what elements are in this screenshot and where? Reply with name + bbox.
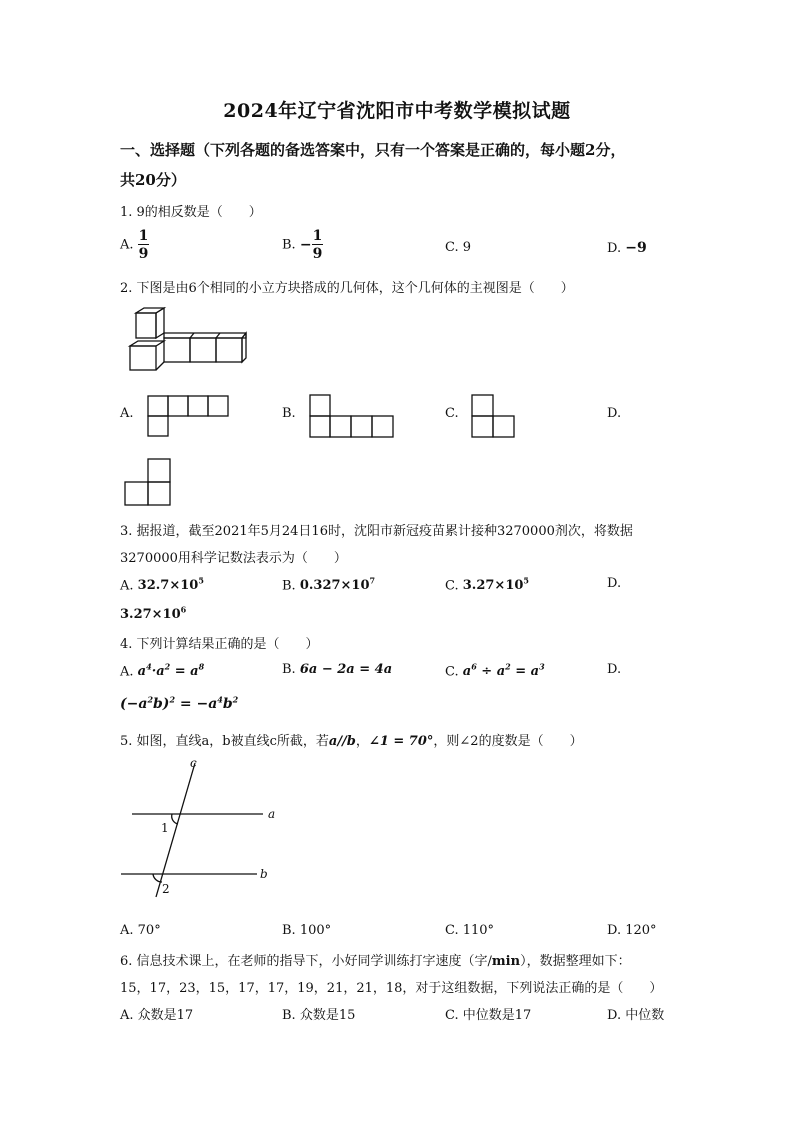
q5-label-c: c	[190, 756, 197, 770]
q5-label-b: b	[260, 867, 268, 881]
q3-d-label: D.	[607, 576, 622, 591]
q4-c-label: C.	[445, 664, 459, 680]
q2-option-d-view	[124, 458, 172, 506]
q2-a-label: A.	[120, 406, 134, 421]
q3-d-value: $3.27\times 10^6$	[120, 605, 187, 623]
q5-option-b: B. 100°	[282, 923, 332, 938]
q5-label-1: 1	[161, 821, 169, 835]
q2-c-label: C.	[445, 406, 459, 421]
section-header-line1: 一、选择题（下列各题的备选答案中，只有一个答案是正确的，每小题2分，	[120, 141, 626, 159]
q1-d-value: −9	[625, 240, 647, 256]
q2-option-b-view	[309, 394, 395, 438]
q5-condition-angle: ∠1 = 70°	[368, 734, 434, 749]
q4-a-expr: $a^4\cdot a^2 = a^8$	[137, 662, 205, 680]
q4-d-label: D.	[607, 662, 622, 677]
q2-solid-figure	[128, 308, 253, 372]
q6-unit: min	[491, 954, 521, 969]
q6-option-c: C. 中位数是17	[445, 1008, 532, 1023]
q4-d-expr: $(-a^2b)^2 = -a^4b^2$	[120, 694, 239, 712]
q4-option-c	[445, 662, 545, 679]
q6-stem-line1: 6. 信息技术课上，在老师的指导下，小好同学训练打字速度（字/min），数据整理如下：	[120, 954, 631, 969]
q6-stem-line2: 15，17，23，15，17，17，19，21，21，18，对于这组数据，下列说法正确的是（ ）	[120, 981, 663, 996]
q1-a-fraction: $\frac{1}{9}$	[138, 228, 149, 262]
q2-b-label: B.	[282, 406, 296, 421]
q1-d-label: D.	[607, 241, 622, 256]
q4-b-label: B.	[282, 662, 296, 677]
q4-option-b	[282, 662, 392, 677]
q5-option-d: D. 120°	[607, 923, 657, 938]
q6-option-a: A. 众数是17	[120, 1008, 194, 1023]
q3-c-label: C.	[445, 578, 459, 594]
q3-option-b	[282, 576, 375, 593]
q5-option-a: A. 70°	[120, 923, 161, 938]
page-title: 2024年辽宁省沈阳市中考数学模拟试题	[223, 100, 571, 122]
q5-figure	[118, 755, 288, 900]
q1-option-a	[120, 229, 149, 261]
q4-a-label: A.	[120, 664, 134, 680]
q3-stem-line1: 3. 据报道，截至2021年5月24日16时，沈阳市新冠疫苗累计接种3270000剂次，将数据	[120, 524, 633, 539]
q2-d-label: D.	[607, 406, 622, 421]
q6-option-b: B. 众数是15	[282, 1008, 356, 1023]
q2-option-c-view	[471, 394, 517, 438]
q2-option-a-view	[147, 395, 231, 439]
q5-label-2: 2	[162, 882, 170, 896]
q1-option-c: C. 9	[445, 240, 472, 255]
q2-stem: 2. 下图是由6个相同的小立方块搭成的几何体，这个几何体的主视图是（ ）	[120, 281, 574, 296]
q4-c-expr: $a^6 \div a^2 = a^3$	[462, 662, 545, 680]
q3-stem-line2: 3270000用科学记数法表示为（ ）	[120, 551, 347, 566]
q1-b-sign: −	[299, 237, 312, 253]
q3-a-label: A.	[120, 578, 134, 594]
section-header-line2: 共20分）	[120, 171, 186, 189]
q1-b-label: B.	[282, 237, 296, 253]
q1-stem: 1. 9的相反数是（ ）	[120, 205, 262, 220]
q3-b-label: B.	[282, 578, 296, 594]
q4-b-expr: 6a − 2a = 4a	[299, 662, 393, 677]
q5-stem: 5. 如图，直线a，b被直线c所截，若a//b，∠1 = 70°，则∠2的度数是（ ）	[120, 734, 583, 749]
q3-c-value: $3.27\times 10^5$	[462, 576, 529, 594]
q5-label-a: a	[268, 807, 276, 821]
q1-option-b	[282, 229, 323, 261]
q1-option-d	[607, 240, 647, 256]
q3-option-a	[120, 576, 204, 593]
q6-option-d: D. 中位数	[607, 1008, 665, 1023]
q5-condition-parallel: a//b	[328, 734, 356, 749]
q1-a-label: A.	[120, 237, 134, 253]
q1-b-fraction: $\frac{1}{9}$	[312, 228, 323, 262]
q3-option-c	[445, 576, 529, 593]
q4-stem: 4. 下列计算结果正确的是（ ）	[120, 637, 319, 652]
q5-option-c: C. 110°	[445, 923, 495, 938]
q3-a-value: $32.7\times 10^5$	[137, 576, 204, 594]
q4-option-a	[120, 662, 204, 679]
q3-b-value: $0.327\times 10^7$	[299, 576, 376, 594]
